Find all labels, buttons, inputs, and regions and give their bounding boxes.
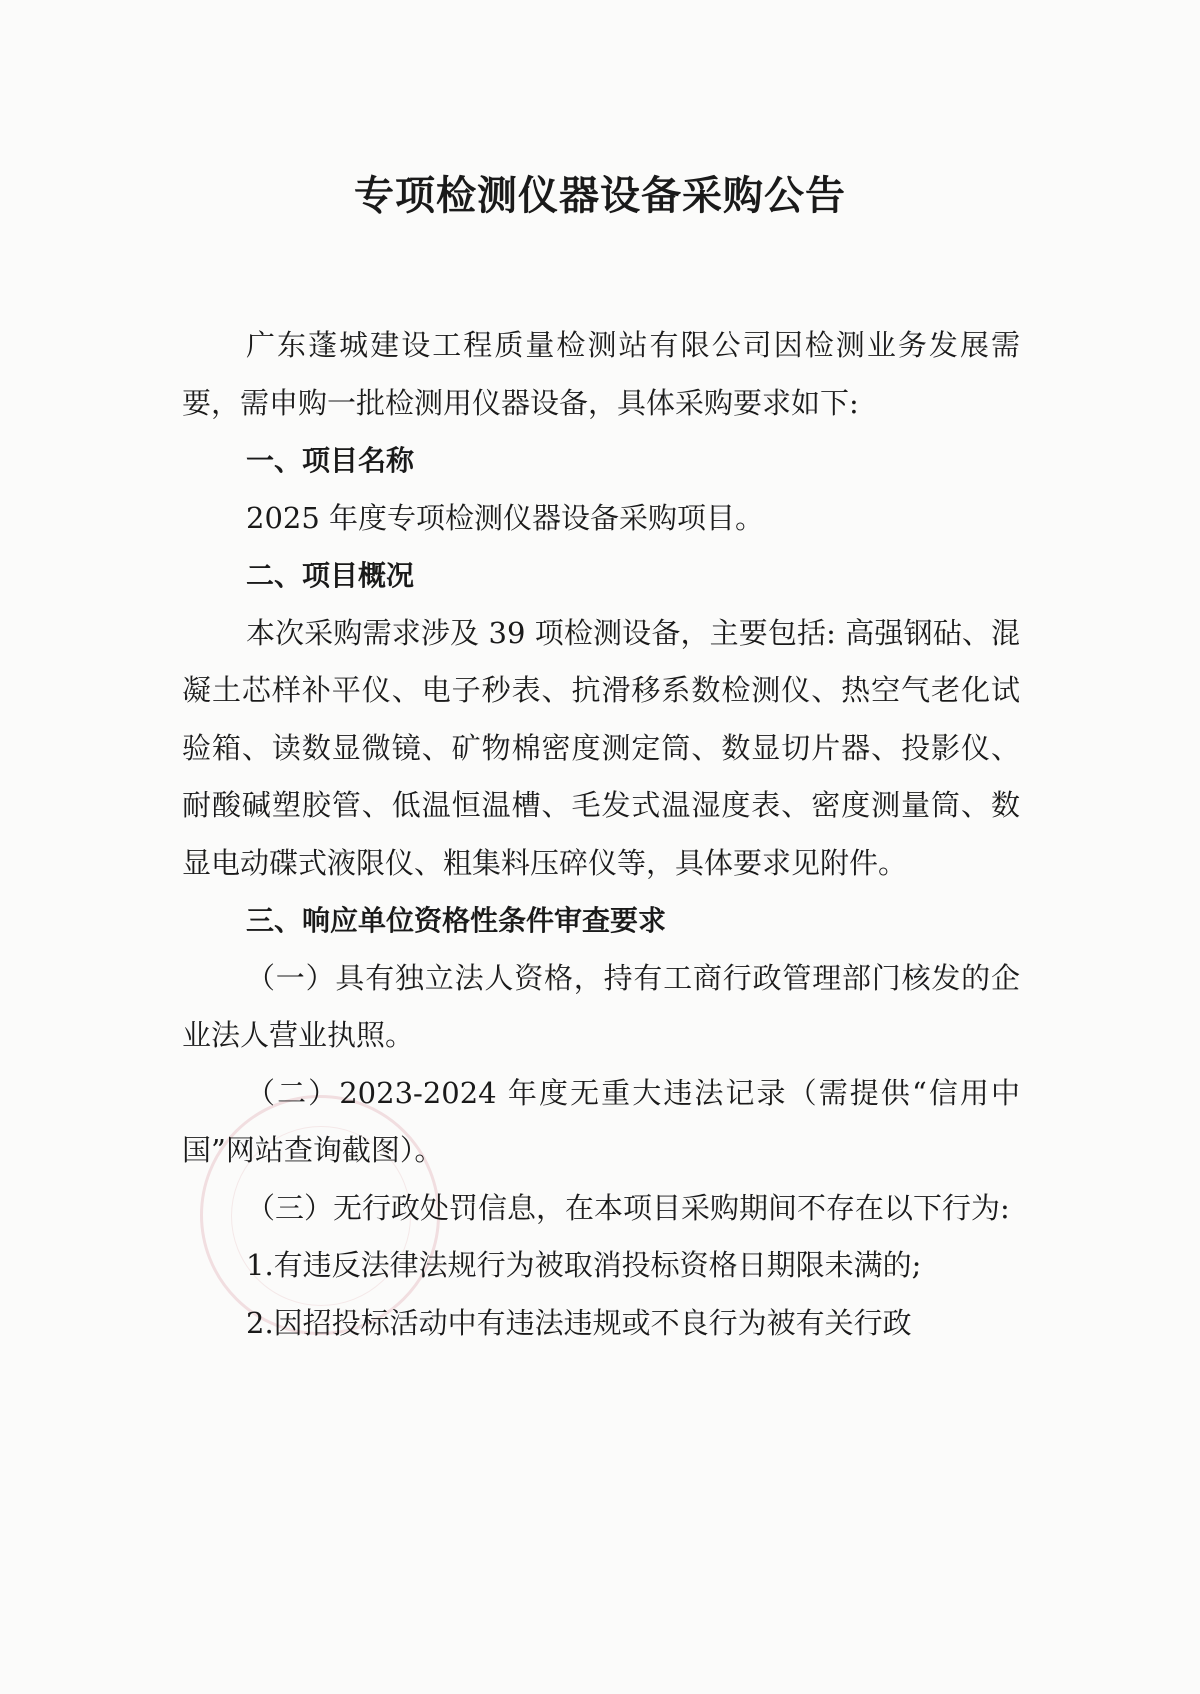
section-1-text: 2025 年度专项检测仪器设备采购项目。 [246,500,765,535]
section-3-item-2: （二）2023-2024 年度无重大违法记录（需提供“信用中国”网站查询截图）。 [182,1075,1020,1167]
section-3-heading: 三、响应单位资格性条件审查要求 [246,904,667,937]
section-2-text: 本次采购需求涉及 39 项检测设备，主要包括: 高强钢砧、混凝土芯样补平仪、电子秒表、抗滑移系数检测仪、热空气老化试验箱、读数显微镜、矿物棉密度测定筒、数显切片器、投影仪、耐酸碱塑胶管、低温恒温槽、毛发式温湿度表、密度测量筒、数显电动碟式液限仪、粗集料压碎仪等，具体要求见附件。 [182,615,1020,880]
section-1-heading: 一、项目名称 [246,444,415,477]
section-3-subitem-1: 1.有违反法律法规行为被取消投标资格日期限未满的; [246,1248,922,1282]
section-2-heading: 二、项目概况 [246,559,415,592]
document-title: 专项检测仪器设备采购公告 [354,173,846,219]
intro-paragraph: 广东蓬城建设工程质量检测站有限公司因检测业务发展需要，需申购一批检测用仪器设备，具体采购要求如下: [182,328,1020,420]
document-body [182,317,1020,1352]
section-3-item-3: （三）无行政处罚信息，在本项目采购期间不存在以下行为: [246,1190,1010,1225]
section-3-subitem-2: 2.因招投标活动中有违法违规或不良行为被有关行政 [246,1305,912,1340]
section-3-item-1: （一）具有独立法人资格，持有工商行政管理部门核发的企业法人营业执照。 [182,960,1020,1052]
